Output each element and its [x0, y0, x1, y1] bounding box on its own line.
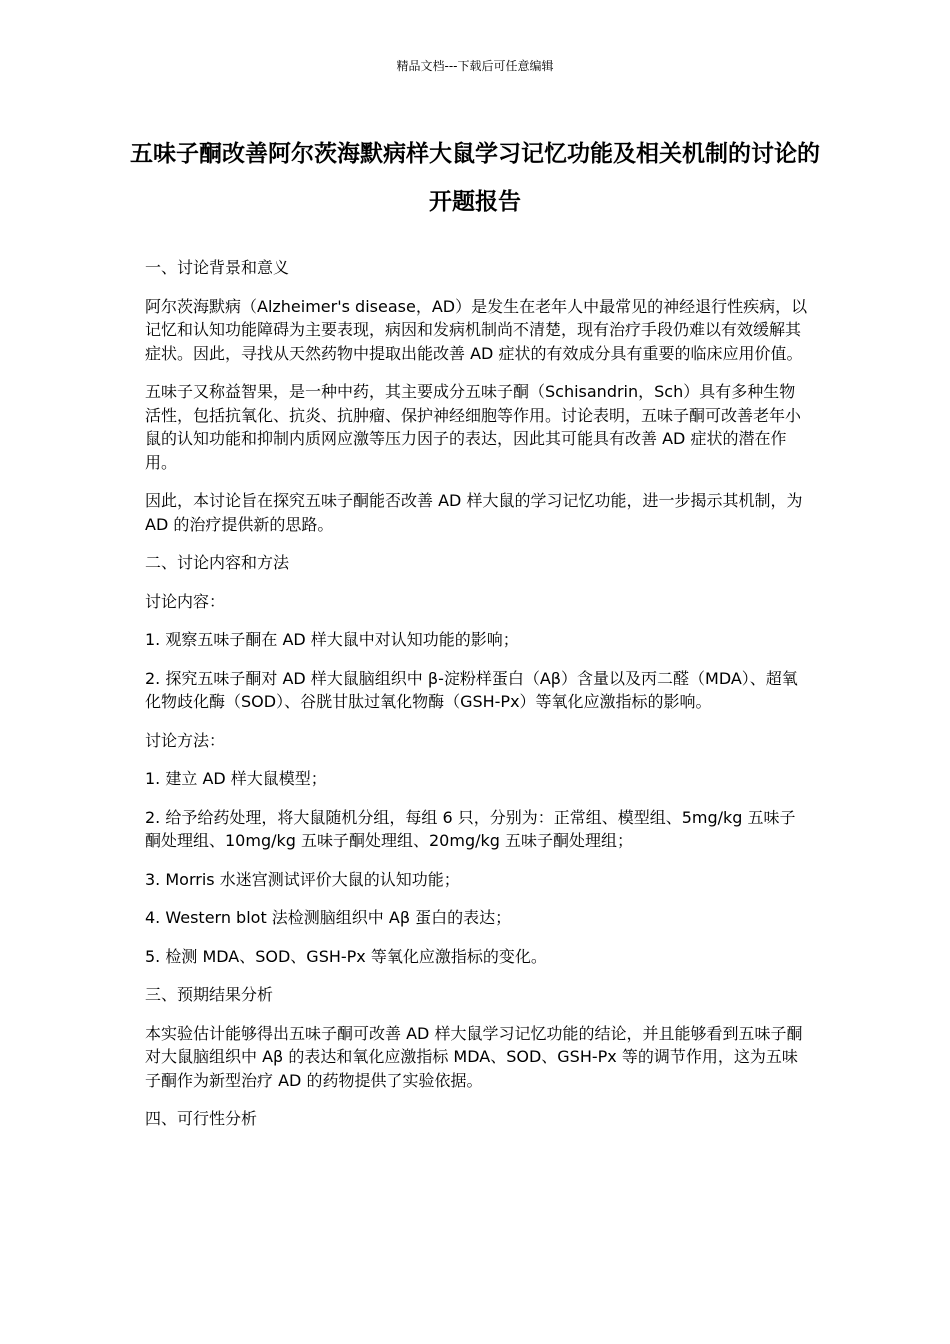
- page-header: 精品文档---下载后可任意编辑: [396, 59, 554, 73]
- subheading-content: 讨论内容：: [145, 591, 226, 611]
- section-heading-background: 一、讨论背景和意义: [145, 258, 290, 277]
- section-heading-expected-results: 三、预期结果分析: [145, 985, 274, 1004]
- document-body: [145, 256, 810, 1146]
- method-item-5: 5. 检测 MDA、SOD、GSH-Px 等氧化应激指标的变化。: [145, 946, 547, 966]
- subheading-methods: 讨论方法：: [145, 730, 226, 750]
- document-title: 五味子酮改善阿尔茨海默病样大鼠学习记忆功能及相关机制的讨论的开题报告: [130, 141, 820, 215]
- section-heading-content-methods: 二、讨论内容和方法: [145, 553, 290, 572]
- paragraph-schisandra: 五味子又称益智果，是一种中药，其主要成分五味子酮（Schisandrin，Sch）具有多种生物活性，包括抗氧化、抗炎、抗肿瘤、保护神经细胞等作用。讨论表明，五味子酮可改善老年小鼠的认知功能和抑制内质网应激等压力因子的表达，因此其可能具有改善 AD 症状的潜在作用。: [145, 382, 802, 472]
- method-item-2: 2. 给予给药处理，将大鼠随机分组，每组 6 只，分别为：正常组、模型组、5mg/kg 五味子酮处理组、10mg/kg 五味子酮处理组、20mg/kg 五味子酮处理组；: [145, 807, 796, 850]
- section-heading-feasibility: 四、可行性分析: [145, 1109, 258, 1128]
- content-item-1: 1. 观察五味子酮在 AD 样大鼠中对认知功能的影响；: [145, 630, 519, 649]
- method-item-3: 3. Morris 水迷宫测试评价大鼠的认知功能；: [145, 869, 460, 889]
- paragraph-expected-results: 本实验估计能够得出五味子酮可改善 AD 样大鼠学习记忆功能的结论，并且能够看到五味子酮对大鼠脑组织中 Aβ 的表达和氧化应激指标 MDA、SOD、GSH-Px 等的调节作用，这为五味子酮作为新型治疗 AD 的药物提供了实验依据。: [145, 1023, 803, 1090]
- paragraph-purpose: 因此，本讨论旨在探究五味子酮能否改善 AD 样大鼠的学习记忆功能，进一步揭示其机制，为 AD 的治疗提供新的思路。: [145, 491, 803, 534]
- content-item-2: 2. 探究五味子酮对 AD 样大鼠脑组织中 β-淀粉样蛋白（Aβ）含量以及丙二醛（MDA）、超氧化物歧化酶（SOD）、谷胱甘肽过氧化物酶（GSH-Px）等氧化应激指标的影响。: [145, 668, 798, 711]
- method-item-1: 1. 建立 AD 样大鼠模型；: [145, 769, 327, 788]
- method-item-4: 4. Western blot 法检测脑组织中 Aβ 蛋白的表达；: [145, 908, 512, 927]
- paragraph-ad-intro: 阿尔茨海默病（Alzheimer's disease，AD）是发生在老年人中最常见的神经退行性疾病，以记忆和认知功能障碍为主要表现，病因和发病机制尚不清楚，现有治疗手段仍难以有效缓解其症状。因此，寻找从天然药物中提取出能改善 AD 症状的有效成分具有重要的临床应用价值。: [145, 296, 808, 363]
